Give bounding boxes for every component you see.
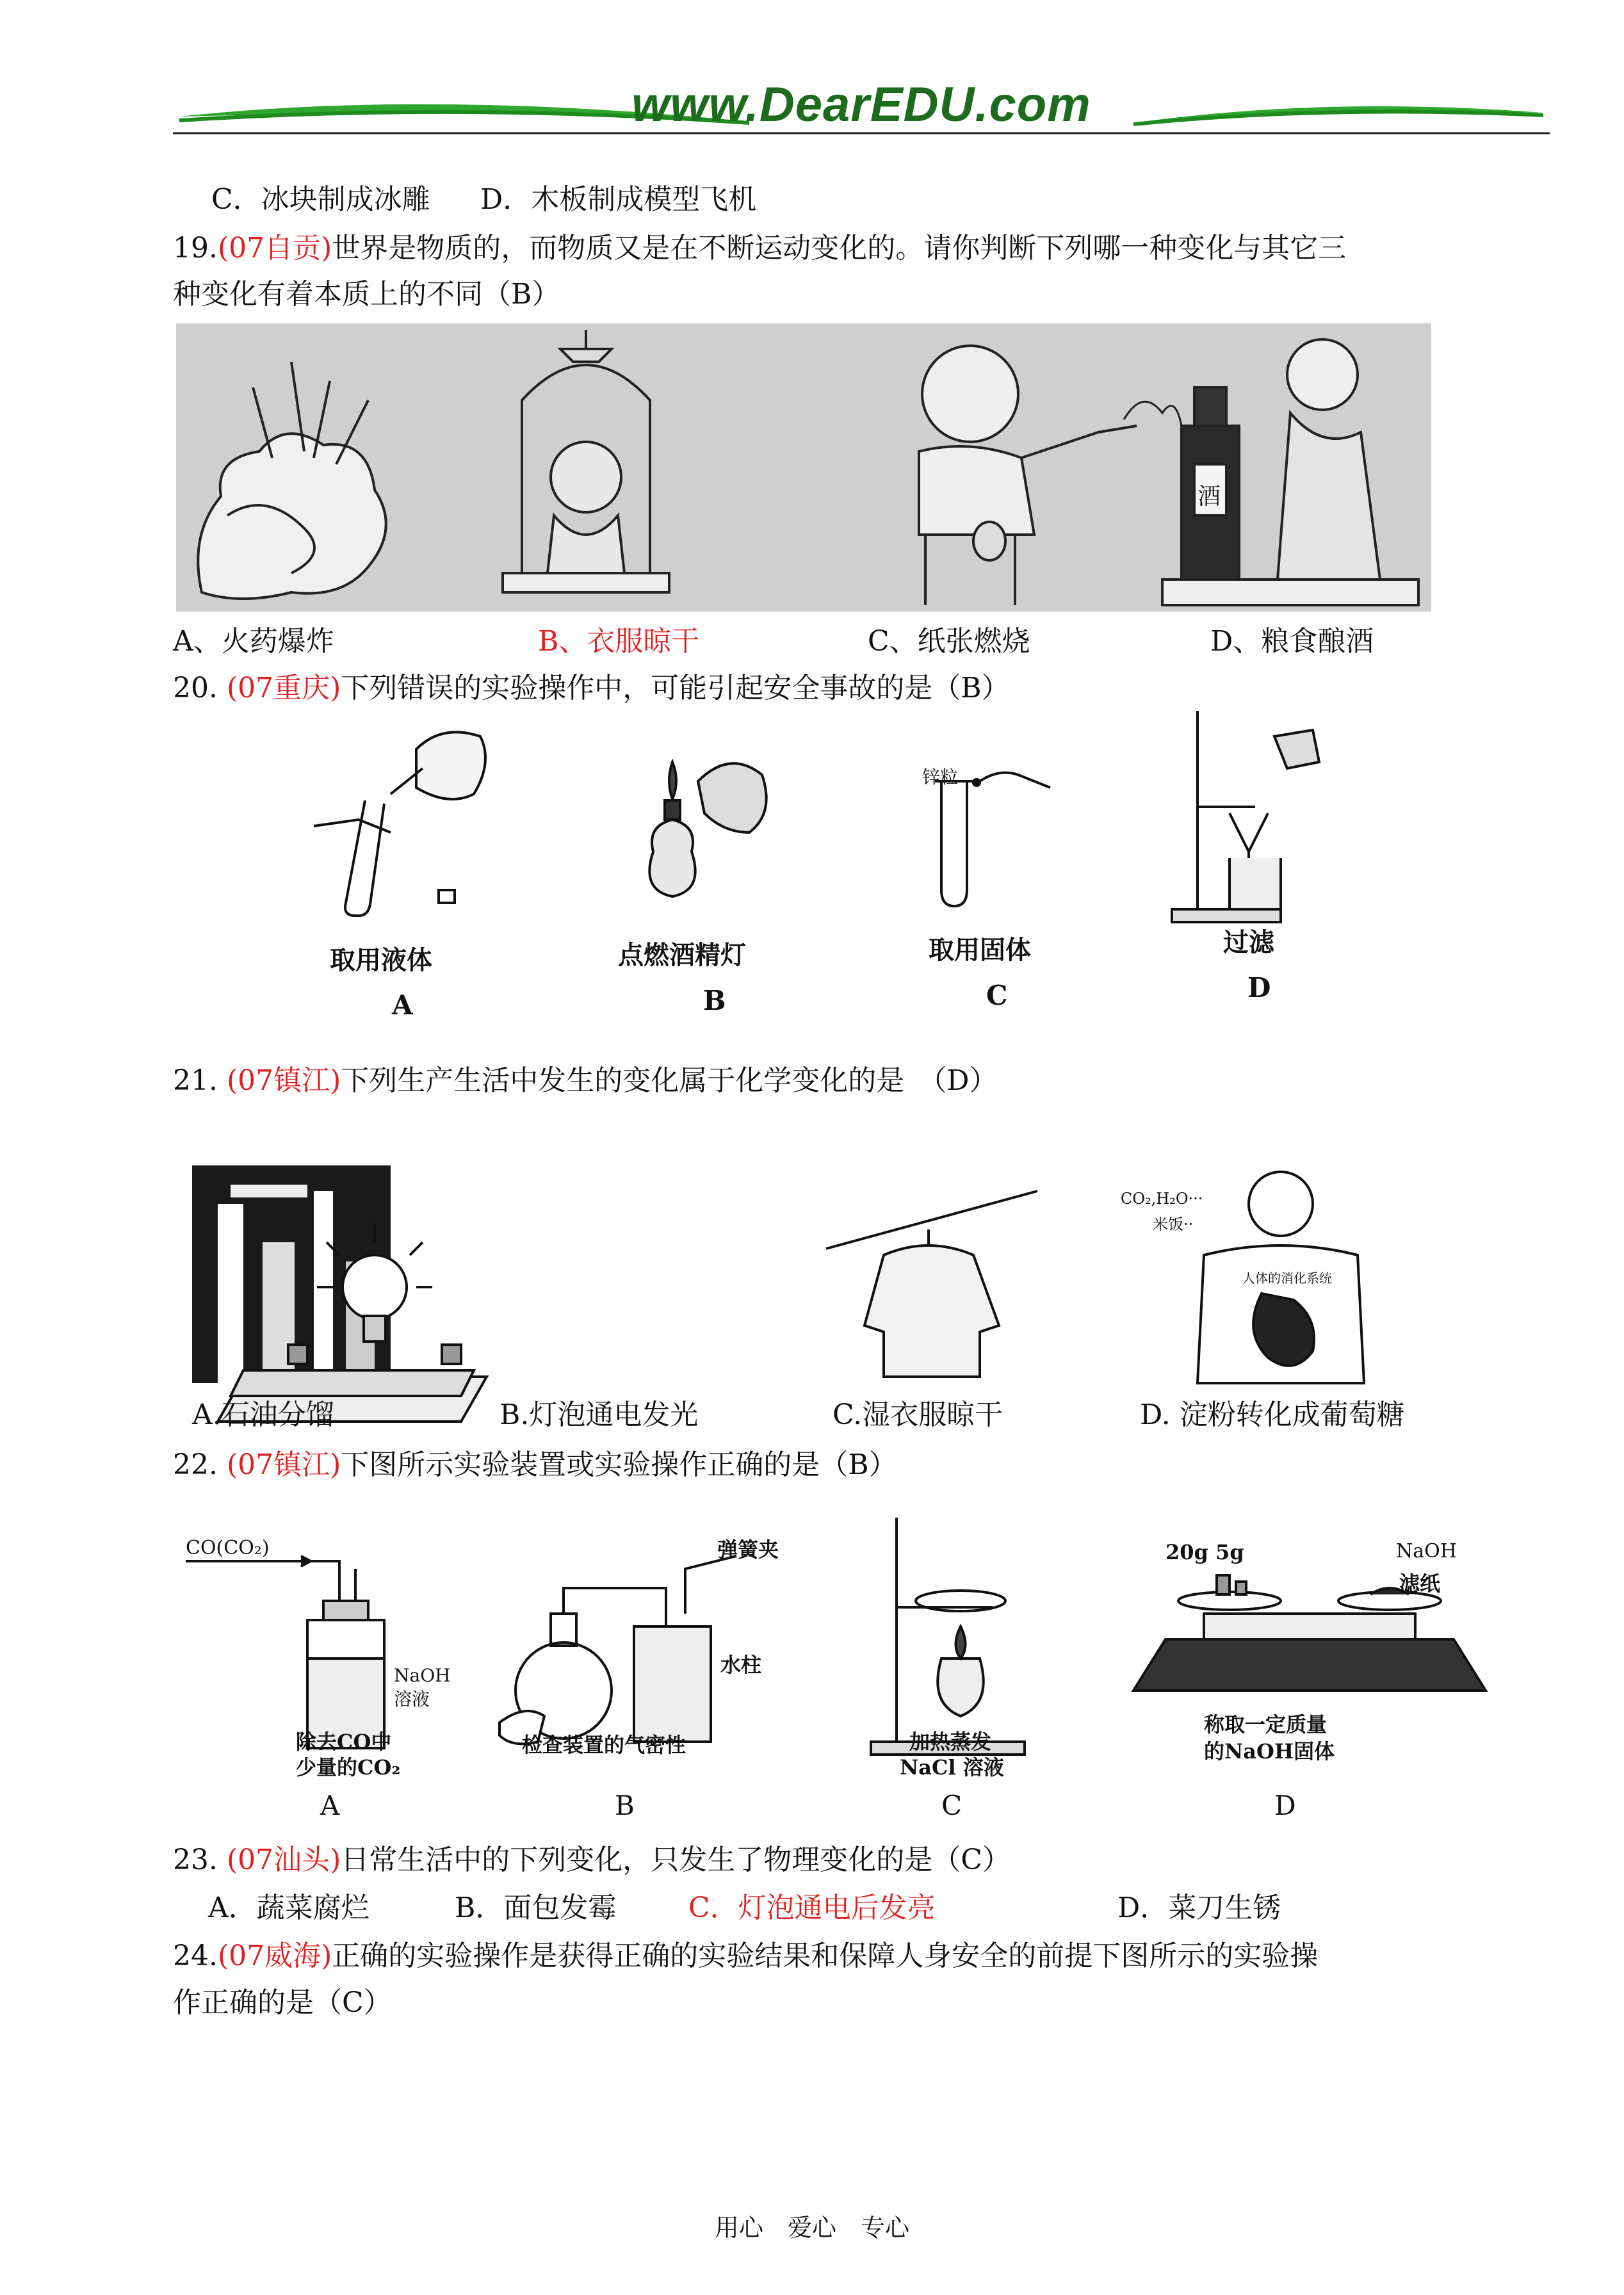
zinc-label: 锌粒 (922, 766, 959, 788)
explosion-icon (198, 362, 386, 599)
q21-question (173, 1062, 998, 1100)
q18-option-c: C．冰块制成冰雕 (211, 183, 430, 216)
q22-letter-c: C (941, 1790, 962, 1821)
digestion-rice-label: 米饭·· (1153, 1215, 1194, 1233)
q20-caption-c: 取用固体 (929, 935, 1031, 965)
q21-caption-c: C.湿衣服晾干 (832, 1399, 1003, 1431)
q18-option-d: D．木板制成模型飞机 (480, 183, 757, 216)
question-source: (07镇江) (226, 1448, 341, 1481)
d-caption-2: 的NaOH固体 (1204, 1739, 1335, 1764)
question-number: 19. (173, 232, 218, 264)
question-source: (07自贡) (217, 232, 332, 264)
q20-letter-a: A (392, 989, 413, 1021)
q20-lab-figures (288, 724, 1569, 935)
question-text: 世界是物质的，而物质又是在不断运动变化的。请你判断下列哪一种变化与其它三 (332, 232, 1347, 264)
question-source: (07汕头) (226, 1844, 341, 1876)
q20-caption-b: 点燃酒精灯 (618, 940, 746, 970)
question-number: 23. (173, 1844, 218, 1876)
q23-question (173, 1841, 1011, 1879)
q20-question (173, 669, 1010, 708)
q21-figures (192, 1165, 1537, 1396)
q19-option-d: D、粮食酿酒 (1210, 625, 1374, 658)
q23-option-c: C．灯泡通电后发亮 (688, 1892, 936, 1924)
burning-paper-icon (919, 346, 1181, 605)
a-caption-1: 除去CO中 (296, 1730, 392, 1754)
question-source: (07重庆) (226, 672, 341, 704)
digestion-system-label: 人体的消化系统 (1242, 1270, 1332, 1286)
q19-option-a: A、火药爆炸 (173, 625, 334, 658)
q21-caption-d: D. 淀粉转化成葡萄糖 (1140, 1399, 1405, 1431)
question-text: 正确的实验操作是获得正确的实验结果和保障人身安全的前提下图所示的实验操 (332, 1940, 1319, 1972)
a-solution-label-1: NaOH (394, 1665, 451, 1686)
site-logo[interactable]: www.DearEDU.com (631, 77, 1091, 132)
q21-caption-b: B.灯泡通电发光 (499, 1399, 699, 1431)
d-weights-label: 20g 5g (1165, 1540, 1244, 1564)
q22-letter-b: B (615, 1790, 635, 1821)
question-number: 21. (173, 1064, 218, 1097)
b-clamp-label: 弹簧夹 (717, 1537, 779, 1562)
q19-question (173, 229, 1346, 268)
question-text: 下列错误的实验操作中，可能引起安全事故的是（B） (341, 672, 1010, 704)
q22-letter-d: D (1274, 1790, 1296, 1821)
q23-option-d: D．菜刀生锈 (1117, 1892, 1281, 1924)
question-text: 日常生活中的下列变化，只发生了物理变化的是（C） (341, 1844, 1011, 1876)
c-caption-1: 加热蒸发 (909, 1730, 992, 1754)
drying-clothes-icon (503, 330, 669, 592)
q20-letter-b: B (703, 985, 726, 1016)
d-paper-label: 滤纸 (1399, 1571, 1441, 1596)
question-text: 下图所示实验装置或实验操作正确的是（B） (341, 1448, 897, 1481)
q20-letter-c: C (986, 980, 1008, 1011)
q19-option-b: B、衣服晾干 (538, 625, 700, 658)
q24-question (173, 1937, 1318, 1975)
q23-option-b: B．面包发霉 (455, 1892, 617, 1924)
q20-caption-d: 过滤 (1223, 927, 1274, 957)
q21-caption-a: A.石油分馏 (192, 1399, 334, 1431)
airtightness-check-icon (499, 1556, 736, 1744)
question-source: (07威海) (217, 1940, 332, 1972)
question-source: (07镇江) (226, 1064, 341, 1097)
filtration-setup-icon (1172, 711, 1319, 922)
q19-question-line2: 种变化有着本质上的不同（B） (173, 278, 560, 311)
a-inlet-label: CO(CO₂) (186, 1537, 270, 1559)
q22-question (173, 1446, 897, 1484)
bottle-label: 酒 (1198, 483, 1221, 510)
zinc-test-tube-icon (935, 773, 1050, 906)
question-number: 20. (173, 672, 218, 704)
q19-illustration (176, 323, 1431, 612)
c-caption-2: NaCl 溶液 (900, 1755, 1004, 1780)
wet-clothes-icon (826, 1191, 1037, 1377)
question-number: 22. (173, 1448, 218, 1481)
q19-option-c: C、纸张燃烧 (868, 625, 1030, 658)
q24-question-line2: 作正确的是（C） (173, 1986, 392, 2019)
evaporation-setup-icon (871, 1518, 1025, 1755)
alcohol-lamp-icon (649, 762, 766, 896)
d-naoh-label: NaOH (1396, 1540, 1457, 1562)
gas-washing-bottle-icon (186, 1556, 384, 1748)
page-footer: 用心 爱心 专心 (714, 2214, 909, 2242)
d-caption-1: 称取一定质量 (1204, 1712, 1328, 1737)
b-caption: 检查装置的气密性 (522, 1733, 686, 1757)
q20-caption-a: 取用液体 (330, 945, 432, 975)
a-solution-label-2: 溶液 (394, 1689, 430, 1710)
wine-bottle-icon (1162, 339, 1418, 605)
q22-letter-a: A (320, 1790, 340, 1821)
a-caption-2: 少量的CO₂ (296, 1755, 401, 1780)
digestion-gas-label: CO₂,H₂O··· (1121, 1190, 1203, 1208)
q23-option-a: A．蔬菜腐烂 (208, 1892, 369, 1924)
header-banner (173, 77, 1550, 147)
b-water-label: 水柱 (720, 1653, 762, 1677)
question-number: 24. (173, 1940, 218, 1972)
q20-letter-d: D (1247, 972, 1271, 1003)
question-text: 下列生产生活中发生的变化属于化学变化的是 （D） (341, 1064, 998, 1097)
test-tube-pouring-icon (314, 732, 485, 916)
